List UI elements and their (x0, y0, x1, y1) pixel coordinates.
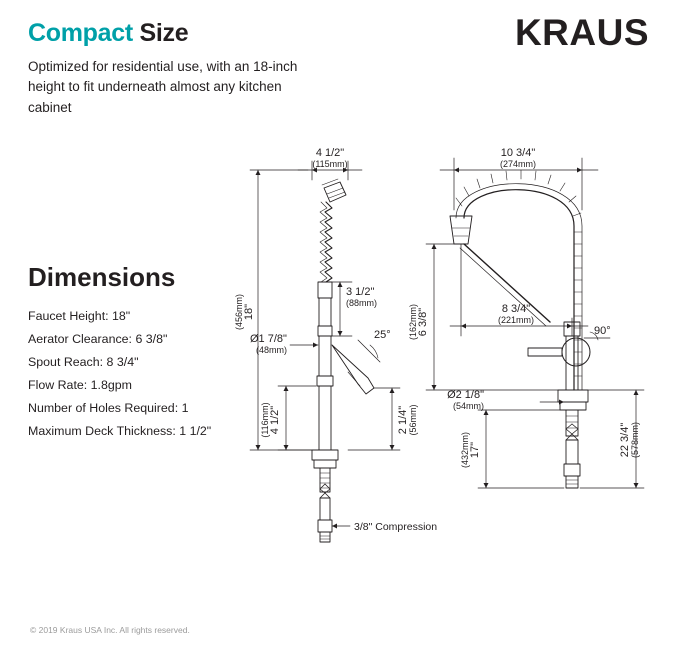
page-subtitle: Optimized for residential use, with an 18-inch height to fit underneath almost any kitchen cabinet (28, 58, 298, 116)
dimensions-list (28, 305, 258, 443)
label-supply-length-metric: (432mm) (460, 431, 470, 469)
label-sprayhead-height-metric: (88mm) (346, 298, 377, 308)
list-item: Maximum Deck Thickness: 1 1/2" (28, 423, 212, 438)
label-compression-note: 3/8" Compression (354, 521, 438, 533)
label-base-diameter-metric: (54mm) (453, 401, 484, 411)
list-item: Faucet Height: 18" (28, 309, 131, 323)
label-aerator-clearance-metric: (162mm) (408, 303, 418, 341)
label-aerator-clearance: 6 3/8" (417, 307, 429, 337)
label-top-width: 4 1/2" (315, 147, 345, 159)
label-spout-diameter-metric: (48mm) (256, 345, 287, 355)
list-item: Flow Rate: 1.8gpm (28, 377, 132, 392)
dim-supply-length (478, 410, 564, 488)
label-spray-angle: 90° (594, 325, 611, 337)
label-spout-reach-metric: (221mm) (497, 315, 535, 325)
footer-copyright: © 2019 Kraus USA Inc. All rights reserved. (30, 625, 190, 635)
label-top-width-metric: (115mm) (312, 159, 348, 169)
page-title-accent: Compact (28, 19, 133, 47)
label-supply-length: 17" (469, 441, 481, 459)
dim-handle-angle (358, 340, 380, 362)
dim-handle-reach (348, 388, 400, 450)
side-view-group (312, 179, 374, 542)
label-handle-reach-metric: (56mm) (408, 404, 418, 436)
drawing-svg (228, 140, 673, 610)
label-handle-height-metric: (116mm) (260, 402, 270, 438)
list-item: Aerator Clearance: 6 3/8" (28, 331, 168, 346)
page-title (28, 20, 328, 48)
technical-drawing (228, 140, 673, 610)
brand-logo: KRAUS (514, 12, 649, 53)
label-total-length-metric: (578mm) (630, 421, 640, 459)
label-spout-reach: 8 3/4" (501, 303, 531, 315)
label-total-length: 22 3/4" (619, 422, 631, 458)
page-title-plain: Size (132, 19, 189, 47)
front-view-group (450, 170, 590, 488)
label-overall-height: 18" (243, 303, 255, 321)
label-sprayhead-height: 3 1/2" (346, 286, 375, 298)
label-handle-angle: 25° (374, 329, 391, 341)
dim-spout-diameter (290, 343, 318, 348)
dimensions-section (28, 262, 258, 443)
note-compression-leader (332, 524, 350, 529)
label-handle-reach: 2 1/4" (397, 405, 409, 435)
header-title-block (28, 20, 328, 119)
label-overall-width-metric: (274mm) (499, 159, 537, 169)
label-handle-height: 4 1/2" (269, 405, 281, 435)
label-overall-width: 10 3/4" (500, 147, 536, 159)
dim-base-diameter (540, 400, 564, 405)
dim-aerator-clearance (426, 244, 558, 390)
dim-handle-height (278, 386, 316, 450)
label-spout-diameter: Ø1 7/8" (250, 333, 287, 345)
dimensions-heading: Dimensions (28, 262, 176, 292)
list-item: Spout Reach: 8 3/4" (28, 354, 139, 369)
label-overall-height-metric: (456mm) (234, 293, 244, 331)
list-item: Number of Holes Required: 1 (28, 400, 189, 415)
label-base-diameter: Ø2 1/8" (447, 389, 484, 401)
